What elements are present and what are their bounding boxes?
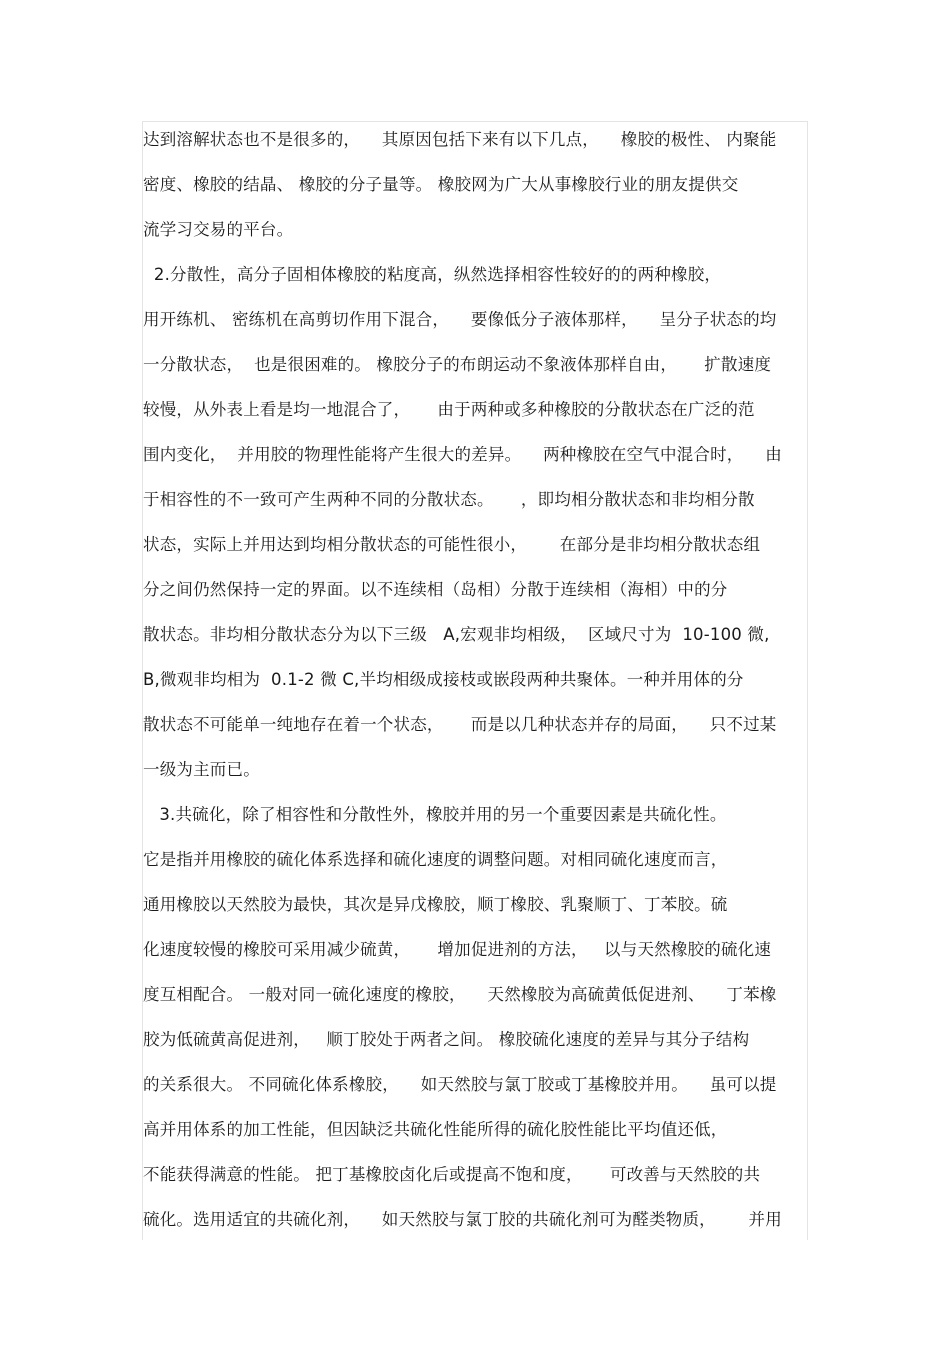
text-line: 3.共硫化，除了相容性和分散性外，橡胶并用的另一个重要因素是共硫化性。	[143, 805, 727, 824]
text-line: 流学习交易的平台。	[143, 220, 294, 239]
text-line: 较慢，从外表上看是均一地混合了， 由于两种或多种橡胶的分散状态在广泛的范	[143, 400, 755, 419]
text-line: 散状态。非均相分散状态分为以下三级 A,宏观非均相级， 区域尺寸为 10-100 微,	[143, 625, 770, 644]
text-line: 2.分散性，高分子固相体橡胶的粘度高，纵然选择相容性较好的的两种橡胶，	[143, 265, 722, 284]
text-line: 于相容性的不一致可产生两种不同的分散状态。 ，即均相分散状态和非均相分散	[143, 490, 755, 509]
text-line: 不能获得满意的性能。 把丁基橡胶卤化后或提高不饱和度， 可改善与天然胶的共	[143, 1165, 761, 1184]
text-line: 通用橡胶以天然胶为最快，其次是异戊橡胶，顺丁橡胶、乳聚顺丁、丁苯胶。硫	[143, 895, 728, 914]
text-line: 一分散状态， 也是很困难的。 橡胶分子的布朗运动不象液体那样自由， 扩散速度	[143, 355, 772, 374]
text-line: 的关系很大。 不同硫化体系橡胶， 如天然胶与氯丁胶或丁基橡胶并用。 虽可以提	[143, 1075, 777, 1094]
text-line: 用开练机、 密练机在高剪切作用下混合， 要像低分子液体那样， 呈分子状态的均	[143, 310, 777, 329]
text-line: 硫化。选用适宜的共硫化剂， 如天然胶与氯丁胶的共硫化剂可为醛类物质， 并用	[143, 1210, 782, 1229]
text-line: 化速度较慢的橡胶可采用减少硫黄， 增加促进剂的方法， 以与天然橡胶的硫化速	[143, 940, 772, 959]
text-line: 达到溶解状态也不是很多的， 其原因包括下来有以下几点， 橡胶的极性、 内聚能	[143, 130, 777, 149]
text-line: 一级为主而已。	[143, 760, 260, 779]
text-line: B,微观非均相为 0.1-2 微 C,半均相级成接枝或嵌段两种共聚体。一种并用体的分	[143, 670, 744, 689]
text-line: 密度、橡胶的结晶、 橡胶的分子量等。 橡胶网为广大从事橡胶行业的朋友提供交	[143, 175, 739, 194]
text-line: 散状态不可能单一纯地存在着一个状态， 而是以几种状态并存的局面， 只不过某	[143, 715, 777, 734]
text-line: 它是指并用橡胶的硫化体系选择和硫化速度的调整问题。对相同硫化速度而言，	[143, 850, 728, 869]
text-line: 围内变化， 并用胶的物理性能将产生很大的差异。 两种橡胶在空气中混合时， 由	[143, 445, 782, 464]
text-line: 分之间仍然保持一定的界面。以不连续相（岛相）分散于连续相（海相）中的分	[143, 580, 728, 599]
text-line: 状态，实际上并用达到均相分散状态的可能性很小， 在部分是非均相分散状态组	[143, 535, 761, 554]
text-line: 度互相配合。 一般对同一硫化速度的橡胶， 天然橡胶为高硫黄低促进剂、 丁苯橡	[143, 985, 777, 1004]
text-line: 胶为低硫黄高促进剂， 顺丁胶处于两者之间。 橡胶硫化速度的差异与其分子结构	[143, 1030, 750, 1049]
text-line: 高并用体系的加工性能，但因缺泛共硫化性能所得的硫化胶性能比平均值还低，	[143, 1120, 728, 1139]
